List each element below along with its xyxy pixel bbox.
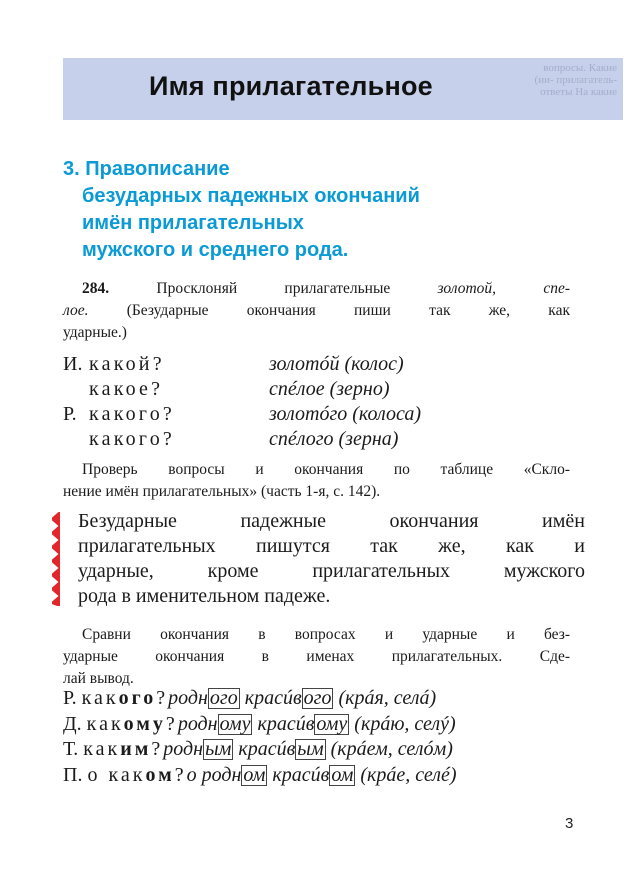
check-instruction — [63, 459, 570, 503]
example-row — [63, 763, 583, 789]
question-mark: ? — [165, 712, 178, 735]
word-ending-box: ом — [331, 763, 354, 786]
question-stem: как — [86, 712, 124, 735]
word-stem: родн — [201, 763, 242, 786]
example-question — [87, 764, 186, 786]
word-ending-box: ого — [303, 687, 332, 709]
word-ending-box: ым — [205, 738, 232, 760]
case-label: И. — [63, 353, 83, 375]
example-row — [63, 712, 583, 738]
grammar-rule — [78, 509, 585, 609]
chapter-banner — [63, 58, 623, 120]
example-question — [82, 687, 169, 709]
declension-row — [63, 402, 583, 427]
case-label: Р. — [63, 403, 77, 425]
question-stem: как — [83, 738, 121, 760]
check-line — [63, 459, 570, 481]
rule-line: ударные, кроме прилагательных мужского — [78, 560, 585, 582]
examples-list — [63, 686, 583, 788]
ghost-line: (ии- прилагатель- — [534, 74, 617, 86]
case-question: какое? — [89, 378, 164, 400]
rule-marker-icon — [52, 512, 60, 606]
word-stem: красúв — [272, 763, 330, 786]
example-row — [63, 737, 583, 763]
question-ending: ому — [123, 712, 166, 735]
rule-line: прилагательных пишутся так же, как и — [78, 535, 585, 557]
case-answer: спéлого (зерна) — [269, 428, 399, 450]
question-ending: ого — [118, 687, 157, 709]
compare-line — [63, 624, 570, 646]
word-ending-box: ому — [219, 712, 251, 735]
word-ending-box: ому — [316, 712, 348, 735]
question-mark: ? — [156, 687, 169, 709]
task-word: лое. — [63, 302, 89, 319]
compare-text: Сравни окончания в вопросах и ударные и без- — [82, 626, 570, 643]
word-stem: родн — [177, 712, 218, 735]
task-line — [63, 322, 570, 344]
case-answer: золотóй (колос) — [269, 353, 404, 375]
question-stem: как — [81, 687, 119, 709]
word-stem: родн — [168, 687, 208, 709]
ghost-line: ответы На какие — [540, 86, 617, 98]
example-question — [87, 713, 178, 735]
word-stem: родн — [163, 738, 204, 760]
word-ending-box: ом — [243, 763, 266, 786]
compare-line: ударные окончания в именах прилагательных. Сде- — [63, 648, 570, 665]
case-answer: золотóго (колоса) — [269, 403, 421, 425]
question-stem: о как — [87, 763, 146, 786]
task-text: (Безударные окончания пиши так же, как — [88, 302, 570, 319]
example-case: Р. — [63, 687, 77, 709]
check-line: нение имён прилагательных» (часть 1-я, с. 142). — [63, 483, 381, 500]
word-stem: красúв — [244, 687, 302, 709]
compare-instruction — [63, 624, 570, 690]
question-mark: ? — [174, 763, 187, 786]
case-answer: спéлое (зерно) — [269, 378, 390, 400]
example-noun: (крáем, селóм) — [325, 738, 453, 760]
case-question: какого? — [89, 428, 175, 450]
check-text: Проверь вопросы и окончания по таблице «Скло- — [82, 461, 570, 478]
rule-line: Безударные падежные окончания имён — [78, 510, 585, 532]
example-word — [245, 687, 334, 709]
declension-table — [63, 352, 583, 452]
section-title-line: мужского и среднего рода. — [82, 239, 349, 261]
example-word — [187, 764, 268, 786]
word-stem: красúв — [257, 712, 315, 735]
question-ending: им — [120, 738, 152, 760]
example-noun: (крáе, селé) — [355, 763, 457, 786]
declension-row — [63, 352, 583, 377]
word-stem: красúв — [238, 738, 296, 760]
task-text: Просклоняй прилагательные — [156, 280, 438, 297]
question-mark: ? — [151, 738, 164, 760]
example-word — [257, 713, 349, 735]
compare-line: лай вывод. — [63, 670, 134, 687]
rule-line: рода в именительном падеже. — [78, 585, 331, 607]
case-question: какого? — [89, 403, 175, 425]
section-title-line: безударных падежных окончаний — [82, 185, 420, 207]
example-case: Д. — [63, 712, 82, 735]
section-title-line: имён прилагательных — [82, 212, 304, 234]
question-ending: ом — [145, 763, 175, 786]
task-text: ударные.) — [63, 324, 127, 341]
ghost-line: вопросы. Какие — [543, 62, 617, 74]
task-line — [63, 300, 570, 322]
word-preposition: о — [186, 763, 202, 786]
task-number: 284. — [82, 280, 110, 297]
section-title — [63, 156, 583, 264]
task-284 — [63, 278, 570, 344]
declension-row — [63, 427, 583, 452]
example-word — [163, 738, 233, 760]
task-word: золотой, спе- — [437, 280, 570, 297]
section-title-line: 3. Правописание — [63, 158, 230, 180]
example-word — [238, 738, 325, 760]
word-ending-box: ым — [297, 738, 324, 760]
declension-row — [63, 377, 583, 402]
case-question: какой? — [89, 353, 165, 375]
example-case: Т. — [63, 738, 79, 760]
example-question — [83, 738, 163, 760]
example-row — [63, 686, 583, 712]
banner-ghost-text — [448, 58, 623, 120]
task-line — [63, 278, 570, 300]
example-noun: (крáя, селá) — [333, 687, 437, 709]
example-case: П. — [63, 763, 83, 786]
example-word — [168, 687, 240, 709]
example-word — [178, 713, 253, 735]
example-noun: (крáю, селý) — [349, 712, 456, 735]
chapter-title: Имя прилагательное — [149, 71, 433, 101]
example-word — [272, 764, 355, 786]
page-number: 3 — [565, 815, 574, 832]
word-ending-box: ого — [209, 687, 238, 709]
